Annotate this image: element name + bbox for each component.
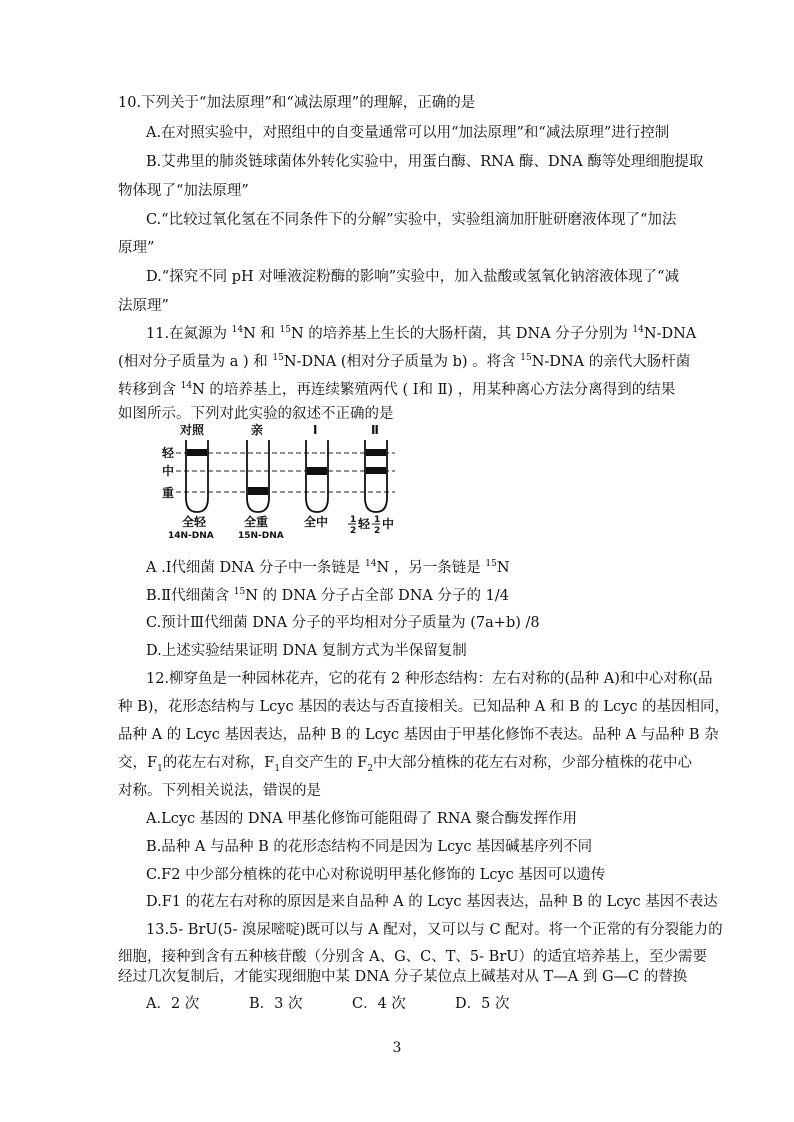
q12-option-a: A.Lcyc 基因的 DNA 甲基化修饰可能阻碍了 RNA 聚合酶发挥作用 [146,811,578,827]
q13-option-c: C．4 次 [352,996,406,1012]
q12-stem-line3: 品种 A 的 Lcyc 基因表达，品种 B 的 Lcyc 基因由于甲基化修饰不表达。品种 A 与品种 B 杂 [118,727,719,743]
half-num-2: 1 [374,515,381,525]
header-gen1: Ⅰ [313,423,318,437]
q11-stem-line3: 转移到含 $^{14}$N 的培养基上，再连续繁殖两代 ( Ⅰ和 Ⅱ) ，用某种离心方法分离得到的结果 [118,381,676,398]
header-parent: 亲 [251,423,264,437]
q11-option-c: C.预计Ⅲ代细菌 DNA 分子的平均相对分子质量为 (7a+b) /8 [146,615,540,631]
half-den-1: 2 [350,526,357,536]
q10-option-d-line2: 法原理” [118,298,169,314]
label-light-half: 轻 [358,517,371,531]
label-all-heavy: 全重 [244,515,269,529]
q13-stem-line2: 细胞，接种到含有五种核苷酸（分别含 A、G、C、T、5- BrU）的适宜培养基上，至少需要 [118,949,707,965]
band-gen1-middle [307,467,327,475]
q10-option-c-line2: 原理” [118,240,155,256]
q11-stem-line1: 11.在氮源为 $^{14}$N 和 $^{15}$N 的培养基上生长的大肠杆菌，其 DNA 分子分别为 $^{14}$N-DNA [146,325,697,342]
q10-stem: 10.下列关于“加法原理”和“减法原理”的理解，正确的是 [118,95,476,111]
tube-parent [247,440,269,512]
q11-stem-line2: (相对分子质量为 a ) 和 $^{15}$N-DNA (相对分子质量为 b) 。将含 $^{15}$N-DNA 的亲代大肠杆菌 [118,353,691,370]
q13-stem-line1: 13.5- BrU(5- 溴尿嘧啶)既可以与 A 配对，又可以与 C 配对。将一个正常的有分裂能力的 [146,922,723,938]
q10-option-d-line1: D.“探究不同 pH 对唾液淀粉酶的影响”实验中，加入盐酸或氢氧化钠溶液体现了“减 [146,269,680,285]
half-den-2: 2 [374,526,381,536]
q11-option-a: A .Ⅰ代细菌 DNA 分子中一条链是 $^{14}$N ，另一条链是 $^{15}$N [146,559,510,576]
label-all-middle: 全中 [304,515,329,529]
band-gen2-middle [366,467,386,474]
q11-option-b: B.Ⅱ代细菌含 $^{15}$N 的 DNA 分子占全部 DNA 分子的 1/4 [146,587,509,604]
row-light: 轻 [162,446,175,460]
q10-option-c-line1: C.“比较过氧化氢在不同条件下的分解”实验中，实验组滴加肝脏研磨液体现了“加法 [146,212,677,228]
q11-option-d: D.上述实验结果证明 DNA 复制方式为半保留复制 [146,643,467,659]
q13-options [146,995,558,1013]
band-parent-heavy [248,487,268,495]
header-gen2: Ⅱ [371,423,379,437]
centrifuge-tubes-figure [160,420,430,540]
half-num-1: 1 [350,515,357,525]
q12-stem-line2: 种 B)，花形态结构与 Lcyc 基因的表达与否直接相关。已知品种 A 和 B 的 Lcyc 的基因相同， [118,699,730,715]
row-middle: 中 [162,464,175,478]
q12-stem-line4: 交，$F_1$的花左右对称，$F_1$自交产生的 $F_2$中大部分植株的花左右对称，少部分植株的花中心 [118,755,692,774]
label-middle-half: 中 [382,517,395,531]
q13-option-b: B．3 次 [249,996,303,1012]
label-15n-dna: 15N-DNA [238,531,284,540]
q12-stem-line5: 对称。下列相关说法，错误的是 [118,783,321,799]
q13-stem-line3: 经过几次复制后，才能实现细胞中某 DNA 分子某位点上碱基对从 T—A 到 G—C 的替换 [118,969,688,985]
band-gen2-light [366,449,386,456]
q10-option-a: A.在对照实验中，对照组中的自变量通常可以用“加法原理”和“减法原理”进行控制 [146,125,670,141]
page-number: 3 [392,1040,402,1056]
q11-stem-line4: 如图所示。下列对此实验的叙述不正确的是 [118,406,394,422]
q10-option-b-line2: 物体现了“加法原理” [118,183,249,199]
q12-stem-line1: 12.柳穿鱼是一种园林花卉，它的花有 2 种形态结构：左右对称的(品种 A)和中心对称(品 [146,671,713,687]
q12-option-c: C.F2 中少部分植株的花中心对称说明甲基化修饰的 Lcyc 基因可以遗传 [146,867,606,883]
q12-option-b: B.品种 A 与品种 B 的花形态结构不同是因为 Lcyc 基因碱基序列不同 [146,839,593,855]
label-all-light: 全轻 [182,515,207,529]
band-control-light [187,449,207,456]
tube-gen1 [306,440,328,512]
q13-option-d: D．5 次 [455,996,510,1012]
label-14n-dna: 14N-DNA [168,531,214,540]
row-heavy: 重 [162,486,175,500]
q12-option-d: D.F1 的花左右对称的原因是来自品种 A 的 Lcyc 基因表达，品种 B 的 Lcyc 基因不表达 [146,894,718,910]
q13-option-a: A．2 次 [146,996,200,1012]
q10-option-b-line1: B.艾弗里的肺炎链球菌体外转化实验中，用蛋白酶、RNA 酶、DNA 酶等处理细胞提取 [146,154,704,170]
header-control: 对照 [180,423,205,437]
